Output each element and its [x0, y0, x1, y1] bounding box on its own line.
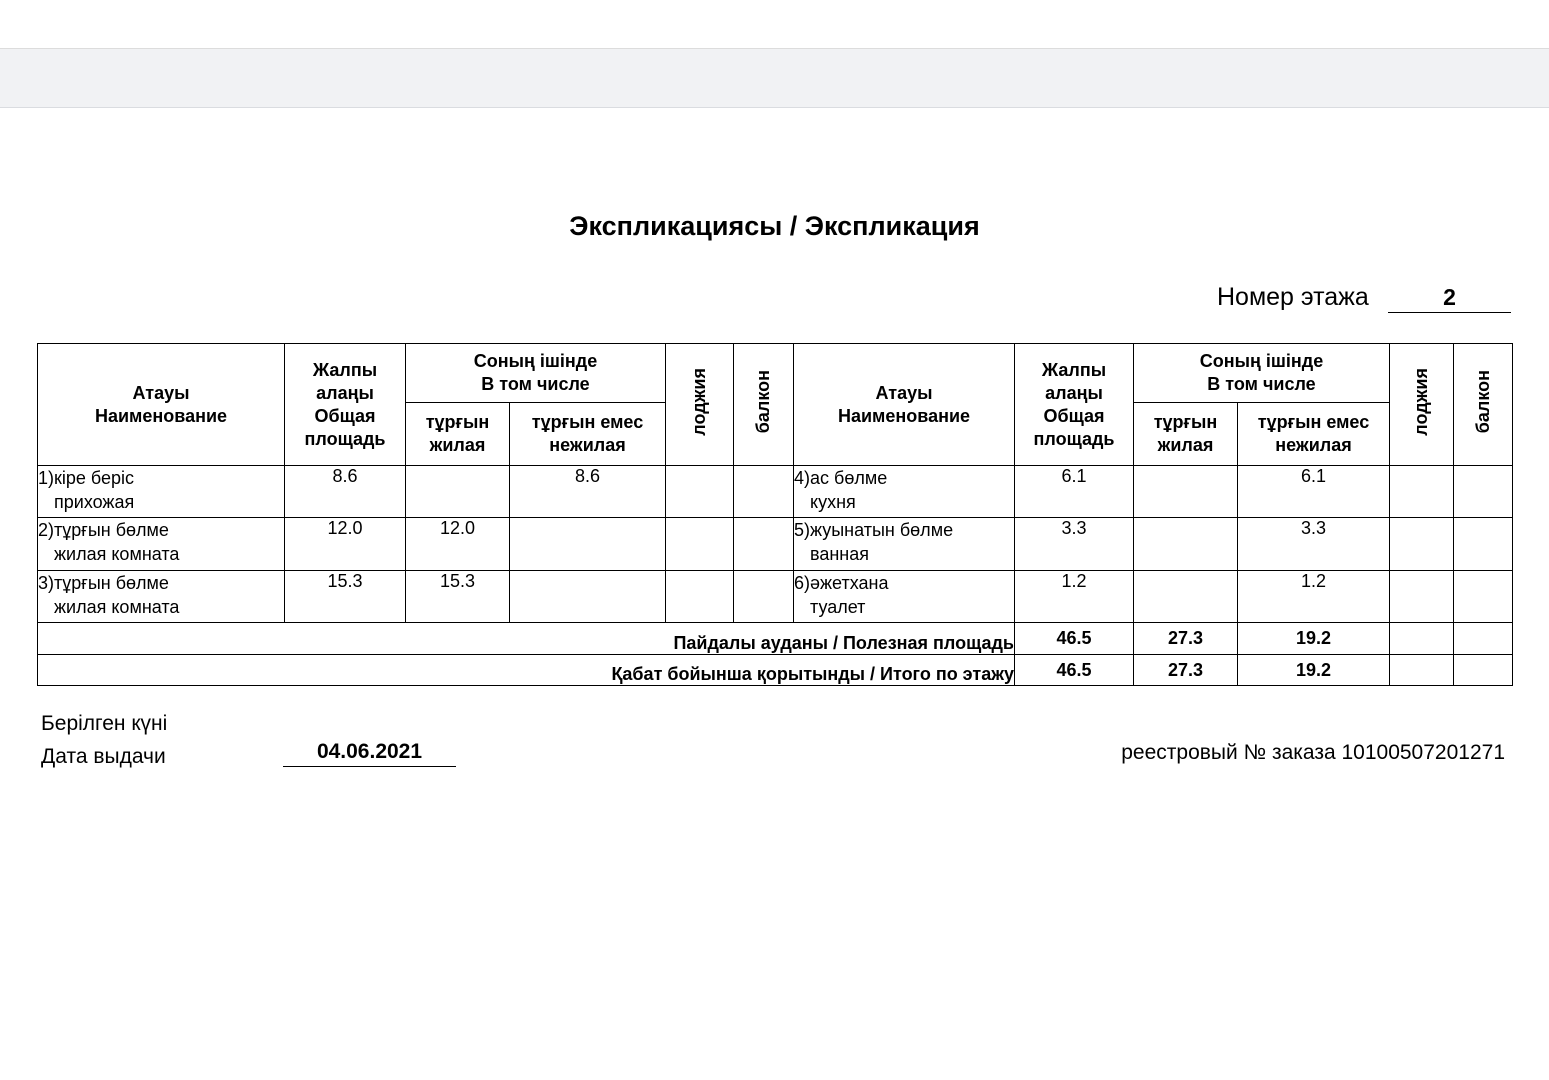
useful-area-label: Пайдалы ауданы / Полезная площадь — [38, 623, 1015, 655]
floor-total-total: 46.5 — [1015, 655, 1134, 686]
floor-total-balcony — [1454, 655, 1513, 686]
room-living-area — [1134, 518, 1238, 571]
room-balcony — [734, 518, 794, 571]
useful-area-row — [38, 623, 1513, 655]
header-name: Атауы Наименование — [794, 344, 1015, 466]
room-loggia — [666, 518, 734, 571]
header-name: Атауы Наименование — [38, 344, 285, 466]
page-title: Экспликациясы / Экспликация — [569, 211, 980, 241]
room-total-area: 1.2 — [1015, 571, 1134, 623]
room-non-living-area — [510, 571, 666, 623]
useful-area-non-living: 19.2 — [1238, 623, 1390, 655]
room-balcony — [1454, 518, 1513, 571]
header-including: Соның ішінде В том числе — [1134, 344, 1390, 403]
room-living-area — [1134, 466, 1238, 518]
room-loggia — [666, 571, 734, 623]
viewer-toolbar — [0, 49, 1549, 108]
floor-total-non-living: 19.2 — [1238, 655, 1390, 686]
room-total-area: 3.3 — [1015, 518, 1134, 571]
header-living: тұрғын жилая — [406, 403, 510, 466]
room-name: 5)жуынатын бөлме ванная — [794, 518, 1015, 571]
room-name: 2)тұрғын бөлме жилая комната — [38, 518, 285, 571]
registry-order-number: реестровый № заказа 10100507201271 — [1121, 741, 1505, 764]
browser-top-bar — [0, 0, 1549, 49]
room-name: 1)кіре беріс прихожая — [38, 466, 285, 518]
room-total-area: 12.0 — [285, 518, 406, 571]
room-name: 4)ас бөлме кухня — [794, 466, 1015, 518]
floor-total-loggia — [1390, 655, 1454, 686]
room-living-area: 15.3 — [406, 571, 510, 623]
issue-date-label-kz: Берілген күні — [41, 712, 168, 735]
room-non-living-area: 1.2 — [1238, 571, 1390, 623]
room-balcony — [1454, 466, 1513, 518]
room-non-living-area — [510, 518, 666, 571]
room-non-living-area: 6.1 — [1238, 466, 1390, 518]
floor-total-row — [38, 655, 1513, 686]
room-total-area: 8.6 — [285, 466, 406, 518]
useful-area-living: 27.3 — [1134, 623, 1238, 655]
header-living: тұрғын жилая — [1134, 403, 1238, 466]
room-name: 6)әжетхана туалет — [794, 571, 1015, 623]
header-balcony: балкон — [1454, 344, 1513, 466]
useful-area-loggia — [1390, 623, 1454, 655]
room-non-living-area: 8.6 — [510, 466, 666, 518]
room-loggia — [1390, 466, 1454, 518]
floor-total-label: Қабат бойынша қорытынды / Итого по этажу — [38, 655, 1015, 686]
header-total-area: Жалпы алаңы Общая площадь — [1015, 344, 1134, 466]
floor-number-value: 2 — [1388, 283, 1511, 313]
room-non-living-area: 3.3 — [1238, 518, 1390, 571]
table-row — [38, 466, 1513, 518]
room-living-area — [406, 466, 510, 518]
header-non-living: тұрғын емес нежилая — [510, 403, 666, 466]
floor-number — [1180, 283, 1511, 315]
room-living-area: 12.0 — [406, 518, 510, 571]
room-total-area: 6.1 — [1015, 466, 1134, 518]
table-row — [38, 571, 1513, 623]
floor-total-living: 27.3 — [1134, 655, 1238, 686]
issue-date-label-ru: Дата выдачи — [41, 745, 166, 768]
issue-date-value: 04.06.2021 — [283, 737, 456, 767]
explication-table — [37, 343, 1513, 686]
header-non-living: тұрғын емес нежилая — [1238, 403, 1390, 466]
room-name: 3)тұрғын бөлме жилая комната — [38, 571, 285, 623]
room-balcony — [1454, 571, 1513, 623]
useful-area-total: 46.5 — [1015, 623, 1134, 655]
header-total-area: Жалпы алаңы Общая площадь — [285, 344, 406, 466]
room-loggia — [1390, 571, 1454, 623]
issue-date-label — [41, 707, 167, 773]
header-loggia: лоджия — [1390, 344, 1454, 466]
room-balcony — [734, 571, 794, 623]
room-living-area — [1134, 571, 1238, 623]
header-including: Соның ішінде В том числе — [406, 344, 666, 403]
useful-area-balcony — [1454, 623, 1513, 655]
room-total-area: 15.3 — [285, 571, 406, 623]
header-balcony: балкон — [734, 344, 794, 466]
floor-number-label: Номер этажа — [1217, 283, 1369, 311]
table-row — [38, 518, 1513, 571]
room-loggia — [1390, 518, 1454, 571]
room-loggia — [666, 466, 734, 518]
header-loggia: лоджия — [666, 344, 734, 466]
room-balcony — [734, 466, 794, 518]
